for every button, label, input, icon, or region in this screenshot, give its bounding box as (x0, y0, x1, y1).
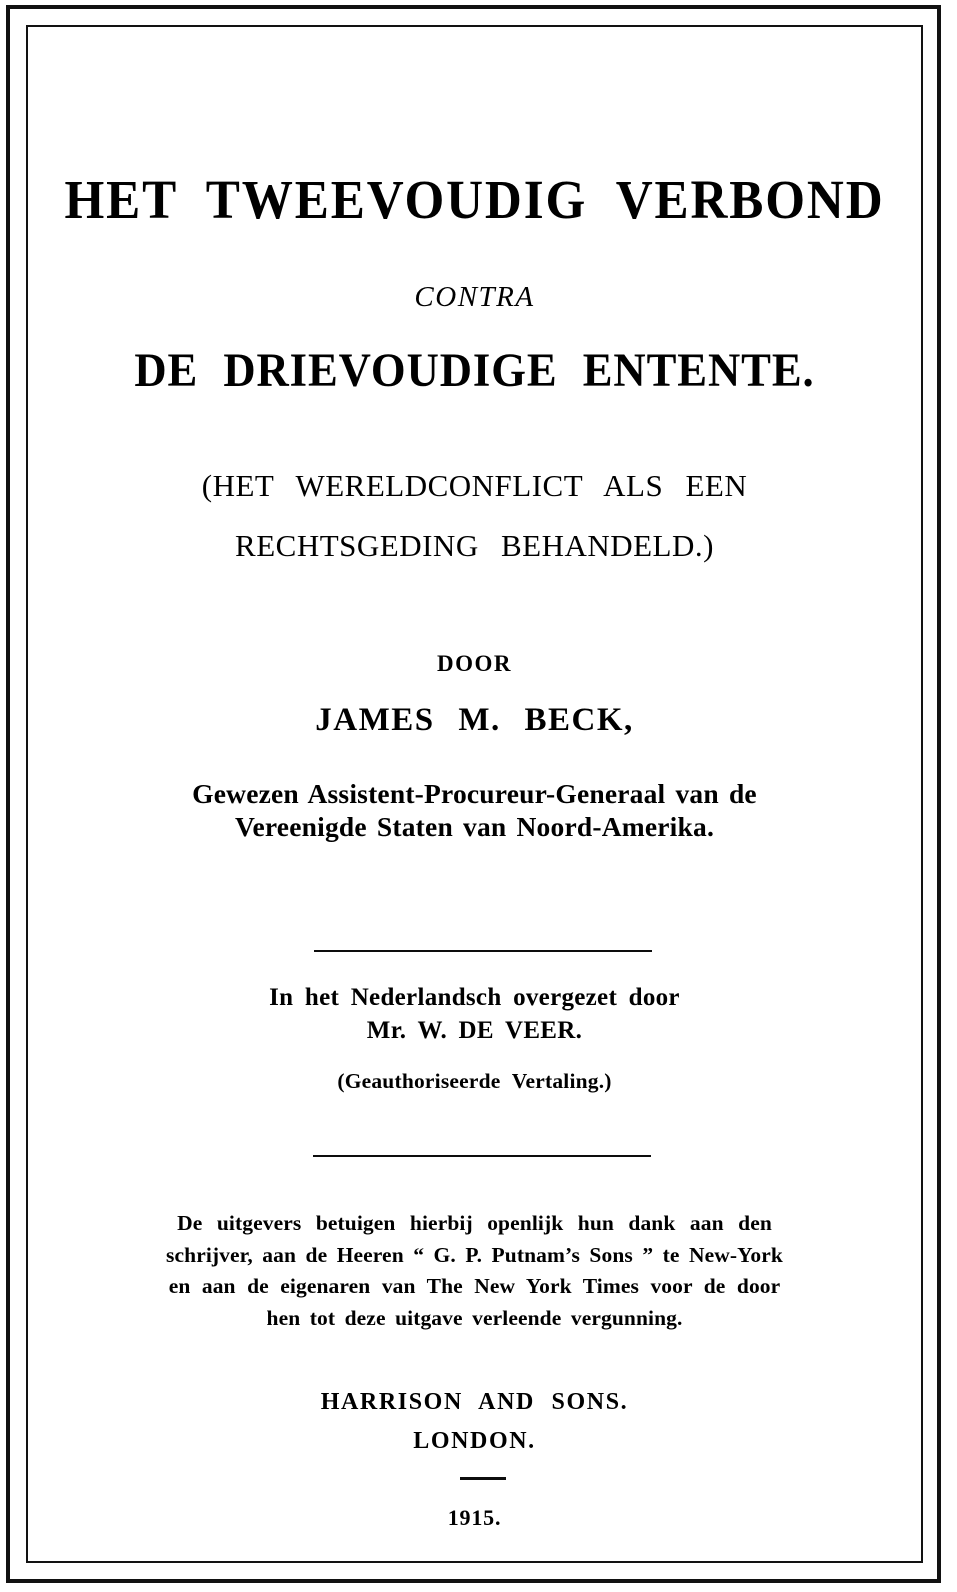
author-credentials-line-1: Gewezen Assistent-Procureur-Generaal van de (192, 778, 757, 809)
author-by-label: DOOR (437, 651, 512, 676)
title-contra-word: CONTRA (414, 281, 535, 313)
divider-rule-below-translator (313, 1155, 651, 1157)
translator-line-1: In het Nederlandsch overgezet door (269, 984, 680, 1011)
author-name: JAMES M. BECK, (315, 702, 634, 738)
translator-line-2: Mr. W. DE VEER. (366, 1017, 583, 1044)
book-title-line-1: HET TWEEVOUDIG VERBOND (64, 169, 885, 230)
imprint-city: LONDON. (413, 1428, 536, 1454)
imprint-year: 1915. (447, 1505, 502, 1530)
title-page-content (26, 25, 923, 1563)
divider-rule-above-translator (314, 950, 652, 952)
subtitle-line-1: (HET WERELDCONFLICT ALS EEN (201, 468, 748, 503)
book-title-line-2: DE DRIEVOUDIGE ENTENTE. (134, 344, 815, 397)
authorized-translation-note: (Geauthoriseerde Vertaling.) (337, 1069, 612, 1093)
subtitle-line-2: RECHTSGEDING BEHANDELD.) (235, 528, 714, 563)
publishers-note-line-1: De uitgevers betuigen hierbij openlijk hun dank aan den (177, 1211, 772, 1235)
publishers-note-line-3: en aan de eigenaren van The New York Times voor de door (168, 1274, 781, 1299)
divider-rule-above-year (460, 1477, 506, 1480)
imprint-publisher: HARRISON AND SONS. (320, 1389, 629, 1415)
publishers-note-line-4: hen tot deze uitgave verleende vergunning. (266, 1305, 683, 1330)
author-credentials-line-2: Vereenigde Staten van Noord-Amerika. (234, 811, 715, 842)
publishers-note-line-2: schrijver, aan de Heeren “ G. P. Putnam’s Sons ” te New-York (166, 1242, 783, 1267)
